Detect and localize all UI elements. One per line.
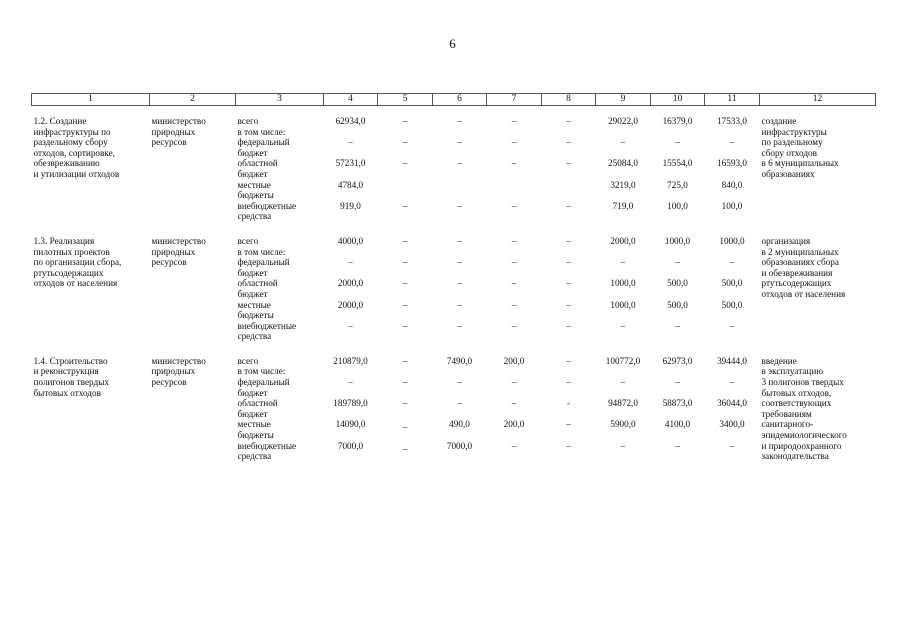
funding-value: 5900,0: [610, 419, 636, 430]
funding-value: –: [566, 257, 571, 268]
spacer-cell: [32, 342, 876, 356]
expected-result: введение в эксплуатацию 3 полигонов твердых бытовых отходов, соответствующих требованиям санитарного- эпидемиологического и природоохранного законодательства: [761, 355, 847, 462]
funding-value: –: [566, 278, 571, 289]
column-number: 10: [651, 94, 705, 106]
funding-value: 7490,0: [446, 355, 473, 366]
funding-value: [705, 247, 760, 258]
funding-value: 16379,0: [662, 116, 693, 126]
measure-name: 1.3. Реализация пилотных проектов по организации сбора, ртутьсодержащих отходов от населения: [33, 235, 122, 289]
funding-value: [324, 127, 378, 138]
column-number: 2: [150, 94, 236, 106]
funding-value: 100,0: [721, 200, 743, 211]
funding-value: –: [402, 398, 408, 409]
funding-source: внебюджетные средства: [237, 200, 297, 222]
funding-value: 17533,0: [717, 116, 747, 126]
funding-value: [433, 180, 487, 201]
funding-value: –: [511, 299, 517, 310]
funding-value: –: [566, 355, 571, 366]
funding-source: внебюджетные средства: [237, 320, 297, 342]
funding-value: -: [566, 398, 571, 409]
table-row: [32, 236, 876, 247]
funding-value: [651, 127, 705, 138]
column-number: 7: [487, 94, 542, 106]
funding-value: –: [402, 200, 408, 211]
funding-source: местные бюджеты: [237, 179, 274, 201]
funding-value: 62934,0: [335, 116, 366, 126]
column-number: 8: [542, 94, 596, 106]
funding-value: –: [402, 235, 408, 246]
funding-value: –: [402, 158, 408, 169]
funding-value: 200,0: [503, 419, 525, 430]
funding-source: областной бюджет: [237, 158, 278, 179]
funding-value: –: [620, 137, 626, 148]
funding-value: –: [511, 278, 517, 289]
funding-value: 7000,0: [446, 440, 473, 451]
program-table: [31, 93, 876, 462]
funding-value: –: [566, 116, 571, 126]
funding-value: 100772,0: [605, 355, 641, 366]
funding-value: [596, 366, 651, 377]
funding-value: [487, 127, 542, 138]
funding-value: –: [511, 235, 517, 246]
funding-value: 58873,0: [662, 398, 693, 409]
funding-source: всего: [237, 116, 259, 126]
funding-value: 62973,0: [662, 355, 693, 366]
funding-value: –: [402, 116, 408, 126]
funding-value: –: [402, 278, 408, 289]
funding-value: 1000,0: [719, 235, 745, 246]
section-spacer: [32, 222, 876, 236]
funding-value: –: [511, 116, 517, 126]
funding-value: [433, 366, 487, 377]
table-row: [32, 356, 876, 367]
funding-value: –: [511, 398, 517, 409]
funding-value: [596, 127, 651, 138]
funding-value: –: [348, 257, 353, 268]
spacer-cell: [32, 106, 876, 117]
funding-value: –: [729, 257, 735, 268]
funding-value: –: [566, 320, 571, 331]
funding-value: [324, 247, 378, 258]
funding-value: –: [348, 137, 353, 148]
funding-value: [651, 247, 705, 258]
funding-value: 1000,0: [610, 299, 636, 310]
funding-value: –: [511, 137, 517, 148]
funding-source: внебюджетные средства: [237, 440, 297, 462]
expected-result: создание инфраструктуры по раздельному сбору отходов в 6 муниципальных образованиях: [761, 116, 839, 179]
funding-value: 16593,0: [717, 158, 747, 169]
funding-value: _: [402, 440, 408, 451]
column-number: 3: [236, 94, 324, 106]
funding-value: –: [511, 440, 517, 451]
funding-value: [433, 127, 487, 138]
funding-value: [487, 366, 542, 377]
funding-value: –: [566, 299, 571, 310]
funding-value: 500,0: [721, 278, 743, 289]
funding-value: 2000,0: [337, 299, 364, 310]
funding-value: –: [511, 200, 517, 211]
funding-value: [542, 180, 596, 201]
measure-name: 1.4. Строительство и реконструкция полигонов твердых бытовых отходов: [33, 355, 109, 398]
funding-value: 490,0: [449, 419, 470, 430]
funding-value: [651, 366, 705, 377]
funding-source: местные бюджеты: [237, 419, 274, 441]
column-number: 12: [760, 94, 876, 106]
funding-value: 200,0: [503, 355, 525, 366]
page-number: 6: [449, 36, 456, 51]
funding-source: местные бюджеты: [237, 299, 274, 321]
funding-value: –: [566, 419, 571, 430]
funding-value: –: [457, 398, 462, 409]
measure-name: 1.2. Создание инфраструктуры по раздельному сбору отходов, сортировке, обезвреживанию и утилизации отходов: [33, 116, 120, 179]
column-number: 11: [705, 94, 760, 106]
funding-value: 14090,0: [335, 419, 366, 430]
funding-value: –: [566, 235, 571, 246]
funding-value: 4100,0: [664, 419, 691, 430]
executor: министерство природных ресурсов: [151, 116, 206, 148]
funding-value: 1000,0: [610, 278, 636, 289]
funding-value: 719,0: [612, 200, 634, 211]
funding-value: 210879,0: [333, 355, 368, 366]
funding-value: –: [566, 137, 571, 148]
funding-value: –: [566, 440, 571, 451]
funding-value: –: [566, 158, 571, 169]
funding-value: 100,0: [667, 200, 688, 211]
funding-value: [378, 127, 433, 138]
funding-value: 25084,0: [608, 158, 638, 169]
funding-source: в том числе:: [237, 126, 286, 137]
funding-value: 189789,0: [333, 398, 368, 409]
executor: министерство природных ресурсов: [151, 235, 206, 268]
section-spacer: [32, 342, 876, 356]
funding-value: –: [402, 257, 408, 268]
funding-value: –: [511, 257, 517, 268]
funding-source: всего: [237, 355, 259, 366]
funding-value: 1000,0: [664, 235, 691, 246]
funding-value: 500,0: [667, 278, 688, 289]
funding-value: –: [620, 257, 626, 268]
column-number: 5: [378, 94, 433, 106]
spacer-row: [32, 106, 876, 117]
table-row: [32, 116, 876, 127]
funding-value: [705, 127, 760, 138]
funding-value: –: [675, 257, 680, 268]
funding-value: –: [457, 116, 462, 126]
funding-value: 7000,0: [337, 440, 364, 451]
funding-value: –: [457, 158, 462, 169]
funding-value: –: [729, 377, 735, 388]
funding-source: областной бюджет: [237, 398, 278, 419]
funding-value: –: [402, 320, 408, 331]
funding-value: [378, 247, 433, 258]
funding-value: –: [457, 320, 462, 331]
funding-value: [542, 247, 596, 258]
funding-value: [487, 247, 542, 258]
funding-value: –: [511, 377, 517, 388]
funding-value: –: [457, 278, 462, 289]
funding-value: –: [729, 137, 735, 148]
funding-value: [487, 180, 542, 201]
column-number: 1: [32, 94, 150, 106]
funding-value: –: [348, 320, 353, 331]
funding-value: –: [457, 257, 462, 268]
funding-source: в том числе:: [237, 366, 286, 377]
funding-value: –: [620, 377, 626, 388]
funding-value: –: [402, 355, 408, 366]
funding-value: 840,0: [721, 179, 743, 190]
funding-source: федеральный бюджет: [237, 137, 290, 158]
funding-value: 39444,0: [717, 355, 747, 366]
funding-value: –: [675, 377, 680, 388]
funding-value: [705, 366, 760, 377]
funding-source: всего: [237, 235, 259, 246]
expected-result: организация в 2 муниципальных образованиях сбора и обезвреживания ртутьсодержащих отходов от населения: [761, 235, 846, 299]
funding-value: [324, 366, 378, 377]
funding-value: 500,0: [667, 299, 688, 310]
funding-value: 3219,0: [610, 179, 636, 190]
funding-value: 919,0: [340, 200, 361, 211]
funding-value: 15554,0: [662, 158, 693, 169]
funding-value: [433, 247, 487, 258]
executor: министерство природных ресурсов: [151, 355, 206, 388]
funding-value: –: [402, 377, 408, 388]
funding-value: [596, 247, 651, 258]
funding-value: –: [566, 377, 571, 388]
funding-source: в том числе:: [237, 246, 286, 257]
funding-value: –: [348, 377, 353, 388]
funding-value: 500,0: [721, 299, 743, 310]
funding-value: 57231,0: [335, 158, 366, 169]
funding-source: федеральный бюджет: [237, 257, 290, 278]
funding-value: 725,0: [667, 179, 688, 190]
column-number: 6: [433, 94, 487, 106]
column-number: 4: [324, 94, 378, 106]
funding-value: –: [457, 235, 462, 246]
funding-value: –: [729, 440, 735, 451]
funding-value: –: [675, 137, 680, 148]
funding-value: 2000,0: [337, 278, 364, 289]
funding-value: [542, 366, 596, 377]
funding-value: 29022,0: [608, 116, 638, 126]
funding-value: 4784,0: [337, 179, 364, 190]
funding-value: 3400,0: [719, 419, 745, 430]
funding-value: 36044,0: [717, 398, 747, 409]
funding-value: –: [566, 200, 571, 211]
funding-value: _: [402, 419, 408, 430]
funding-value: –: [729, 320, 735, 331]
funding-value: –: [402, 137, 408, 148]
funding-source: областной бюджет: [237, 278, 278, 299]
funding-value: [378, 366, 433, 377]
funding-value: 2000,0: [610, 235, 636, 246]
spacer-cell: [32, 222, 876, 236]
column-numbers-row: [32, 94, 876, 106]
funding-value: [542, 127, 596, 138]
funding-value: 94872,0: [608, 398, 638, 409]
funding-value: –: [620, 440, 626, 451]
funding-value: 4000,0: [337, 235, 364, 246]
funding-value: –: [675, 320, 680, 331]
funding-value: [378, 180, 433, 201]
funding-value: –: [620, 320, 626, 331]
funding-value: –: [402, 299, 408, 310]
funding-value: –: [511, 320, 517, 331]
funding-value: –: [457, 200, 462, 211]
funding-value: –: [457, 299, 462, 310]
funding-value: –: [457, 377, 462, 388]
column-number: 9: [596, 94, 651, 106]
funding-value: –: [675, 440, 680, 451]
funding-value: –: [511, 158, 517, 169]
funding-value: –: [457, 137, 462, 148]
funding-source: федеральный бюджет: [237, 377, 290, 398]
